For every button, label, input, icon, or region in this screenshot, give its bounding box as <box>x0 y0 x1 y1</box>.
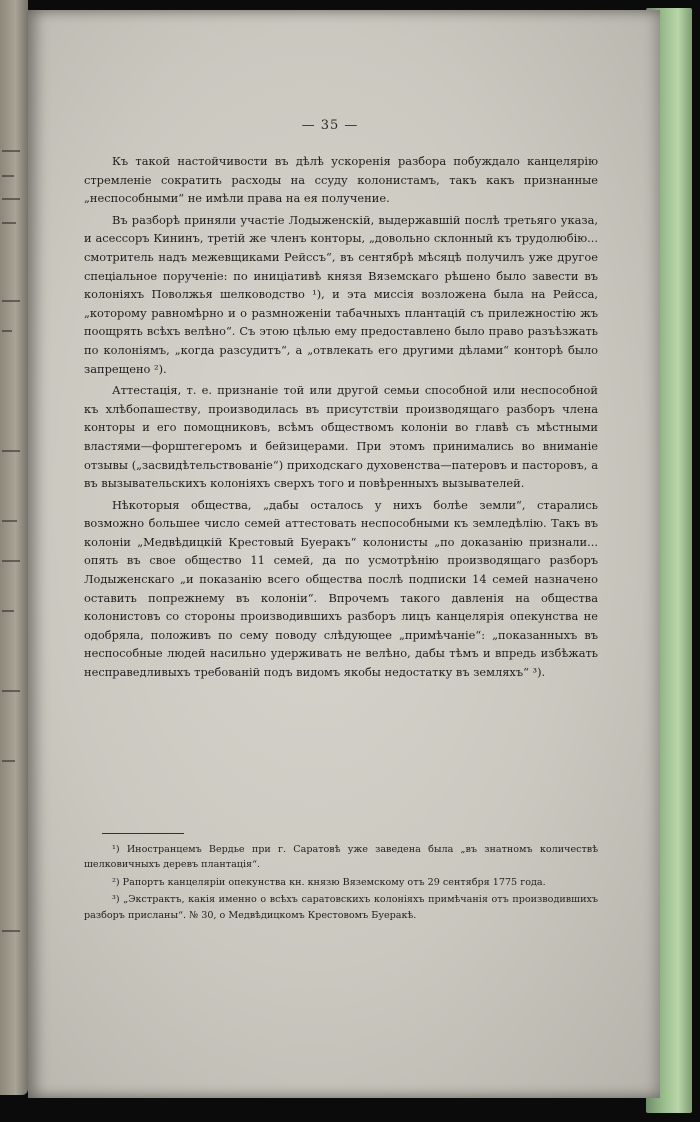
page-number: — 35 — <box>301 118 359 133</box>
footnote: ¹) Иностранцемъ Вердье при г. Саратовѣ уже заведена была „въ знатномъ количествѣ шелковичныхъ деревъ плантація“. <box>84 844 598 871</box>
footnote: ²) Рапортъ канцеляріи опекунства кн. князю Вяземскому отъ 29 сентября 1775 года. <box>112 876 546 888</box>
left-page-edge <box>0 0 28 1095</box>
paragraph: Въ разборѣ приняли участіе Лодыженскій, выдержавшій послѣ третьяго указа, и асессоръ Кининъ, третій же членъ конторы, „довольно склонный къ трудолюбію... смотритель надъ межевщиками Рейссъ“, въ сентябрѣ мѣсяцѣ получилъ уже другое спеціальное порученіе: по иниціативѣ князя Вяземскаго рѣшено было завести въ колоніяхъ Поволжья шелководство ¹), и эта миссія возложена была на Рейсса, „которому равномѣрно и о размноженіи табачныхъ плантацій съ прилежностію жъ поощрять всѣхъ велѣно“. Съ этою цѣлью ему предоставлено было право разъѣзжать по колоніямъ, „когда разсудитъ“, а „отвлекать его другими дѣлами“ конторѣ было запрещено ²). <box>84 212 598 376</box>
footnote: ³) „Экстрактъ, какія именно о всѣхъ саратовскихъ колоніяхъ примѣчанія отъ производившихъ разборъ присланы“. № 30, о Медвѣдицкомъ Крестовомъ Буеракѣ. <box>84 894 598 921</box>
footnotes <box>84 842 598 925</box>
paragraph: Нѣкоторыя общества, „дабы осталось у нихъ болѣе земли“, старались возможно большее число семей аттестовать неспособными къ земледѣлію. Такъ въ колоніи „Медвѣдицкій Крестовый Буеракъ“ колонисты „по доказанію признали... опять въ свое общество 11 семей, да по усмотрѣнію производящаго разборъ Лодыженскаго „и показанію всего общества послѣ подписки 14 семей назначено оставить попрежнему въ колоніи“. Впрочемъ такого давленія на общества колонистовъ со стороны производившихъ разборъ лицъ канцелярія опекунства не одобряла, положивъ по сему поводу слѣдующее „примѣчаніе“: „показанныхъ въ неспособные людей насильно удерживать не велѣно, дабы тѣмъ и впредь избѣжать несправедливыхъ требованій подъ видомъ якобы недостатку въ земляхъ“ ³). <box>84 497 598 680</box>
footnote-rule <box>102 833 184 834</box>
paragraph: Къ такой настойчивости въ дѣлѣ ускоренія разбора побуждало канцелярію стремленіе сократить расходы на ссуду колонистамъ, такъ какъ признанные „неспособными“ не имѣли права на ея получение. <box>84 154 598 206</box>
paragraph: Аттестація, т. е. признаніе той или другой семьи способной или неспособной къ хлѣбопашеству, производилась въ присутствіи производящаго разборъ члена конторы и его помощниковъ, всѣмъ обществомъ колоніи во главѣ съ мѣстными властями—форштегеромъ и бейзицерами. При этомъ принимались во вниманіе отзывы („засвидѣтельствованіе“) приходскаго духовенства—патеровъ и пасторовъ, а въ вызывательскихъ колоніяхъ сверхъ того и повѣренныхъ вызывателей. <box>84 383 598 491</box>
body-text <box>84 152 598 682</box>
